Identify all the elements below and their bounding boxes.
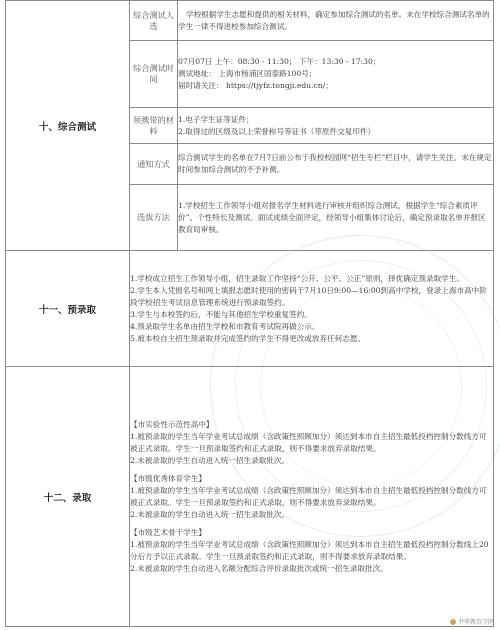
list-item: 1.被预录取的学生当年学业考试总成绩（含政策性照顾加分）须达到本市自主招生最低投档控制分数线方可被正式录取。学生一旦预录取签约和正式录取，则不得要求放弃录取结果。 (130, 485, 487, 507)
list-item: 4.预录取学生名单由招生学校和市教育考试院再做公示。 (130, 321, 320, 331)
label-test-candidates: 综合测试人选 (130, 1, 178, 41)
label-test-time: 综合测试时间 (130, 41, 178, 108)
content-notification (178, 144, 494, 185)
list-item: 1.学校成立招生工作领导小组，招生录取工作坚持“公开、公平、公正”原则，择优确定预录取学生。 (130, 273, 464, 283)
label-notification: 通知方式 (130, 144, 178, 185)
text-line: 2.取得过的区级及以上荣誉称号等证书（带原件交复印件） (178, 126, 376, 136)
text-line: 07月07日 上午：08:30 - 11:30； 下午：13:30 - 17:30； (178, 57, 381, 66)
text-line: 综合测试学生的名单在7月7日前公布于我校校园网“招生专栏”栏目中，请学生关注。未在规定时间参加综合测试的不予补测。 (178, 153, 492, 174)
list-item: 2.未被录取的学生自动进入统一招生录取批次。 (130, 455, 290, 465)
site-badge-text: 尹华教育学网 (457, 619, 494, 626)
label-selection: 选拔方法 (130, 185, 178, 251)
group-heading: 【市实验性示范性高中】 (130, 419, 214, 429)
list-item: 2.未被录取的学生自动进入名额分配综合评价录取批次或统一招生录取批次。 (130, 563, 388, 573)
list-item: 5.被本校自主招生预录取并完成签约的学生不得更改或放弃任何志愿。 (130, 333, 366, 343)
text-line: 测试地址： 上海市杨浦区国泰路100号； (178, 69, 317, 78)
text-line: 1.学校招生工作领导小组对报名学生材料进行审核并组织综合测试，根据学生“综合素质评价”、个性特长及测试、面试成绩全面评定，经领导小组集体讨论后，确定预录取名单并报区教育局审核。 (178, 200, 486, 234)
group-heading: 【市级艺术骨干学生】 (130, 527, 206, 537)
label-materials: 须携带的材料 (130, 108, 178, 144)
list-item: 2.学生本人凭报名号和网上填报志愿时使用的密码于7月10日9:00—16:00到高中学校，登录上海市高中阶段学校招生考试信息管理系统进行预录取签约。 (130, 285, 487, 307)
list-item: 3.学生与本校签约后，不能与其他招生学校重复签约。 (130, 309, 312, 319)
content-test-time (178, 41, 494, 108)
list-item: 2.未被录取的学生自动进入统一招生录取批次。 (130, 509, 290, 519)
row-admission (6, 367, 494, 627)
row-pre-admission (6, 251, 494, 367)
section-10-title: 十、综合测试 (6, 1, 130, 251)
section-11-title: 十一、预录取 (6, 251, 130, 367)
section-12-title: 十二、录取 (6, 367, 130, 627)
site-logo-icon (450, 619, 456, 625)
group-heading: 【市级优秀体育学生】 (130, 473, 206, 483)
site-badge (450, 617, 494, 626)
content-materials (178, 108, 494, 144)
content-selection (178, 185, 494, 251)
text-line: 学校根据学生志愿和提供的相关材料，确定参加综合测试的名单。未在学校综合测试名单的学生一律不得进校参加综合测试。 (178, 9, 490, 31)
list-item: 1.被预录取的学生当年学业考试总成绩（含政策性照顾加分）须达到本市自主招生最低投档控制分数线上20分后方予以正式录取。学生一旦预录取签约和正式录取，则不得要求放弃录取结果。 (130, 539, 489, 561)
list-item: 1.被预录取的学生当年学业考试总成绩（含政策性照顾加分）须达到本市自主招生最低投档控制分数线方可被正式录取。学生一旦预录取签约和正式录取，则不得要求放弃录取结果。 (130, 431, 487, 453)
content-test-candidates (178, 1, 494, 41)
text-line: 1.电子学生证等证件； (178, 114, 254, 124)
content-admission (130, 367, 494, 627)
text-line: 届时请关注： https://tjyfz.tongji.edu.cn/； (178, 81, 333, 90)
admission-table (5, 0, 494, 627)
content-pre-admission (130, 251, 494, 367)
row-test-candidates (6, 1, 494, 41)
